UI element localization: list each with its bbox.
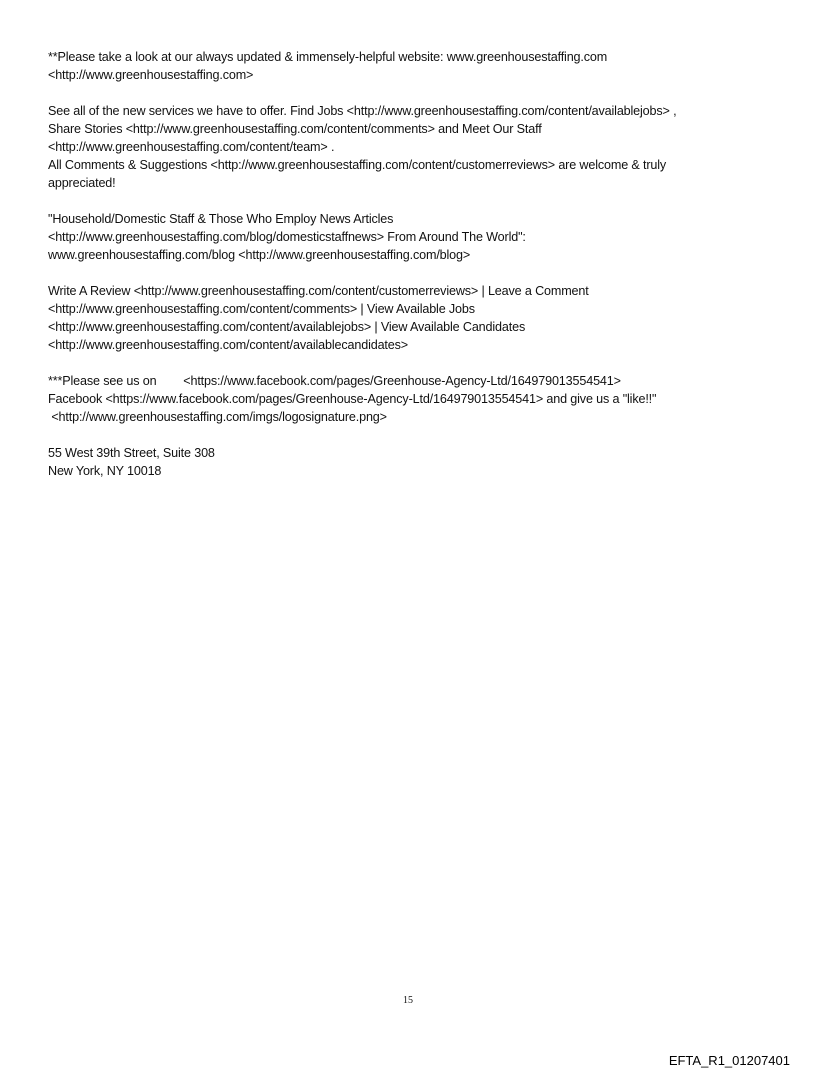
facebook-paragraph	[48, 372, 778, 426]
address-block	[48, 444, 778, 480]
text-line: <http://www.greenhousestaffing.com/imgs/logosignature.png>	[48, 410, 387, 424]
text-line: www.greenhousestaffing.com/blog <http://www.greenhousestaffing.com/blog>	[48, 248, 471, 262]
text-line: Share Stories <http://www.greenhousestaffing.com/content/comments> and Meet Our Staff	[48, 122, 542, 136]
text-line: See all of the new services we have to offer. Find Jobs <http://www.greenhousestaffing.com/content/availablejobs> ,	[48, 104, 677, 118]
email-signature-body	[48, 48, 778, 498]
news-articles-paragraph	[48, 210, 778, 264]
text-line: <http://www.greenhousestaffing.com/content/team> .	[48, 140, 335, 154]
text-line: Facebook <https://www.facebook.com/pages/Greenhouse-Agency-Ltd/164979013554541> and give us a "like!!"	[48, 392, 657, 406]
text-line: <http://www.greenhousestaffing.com>	[48, 68, 254, 82]
text-line: <http://www.greenhousestaffing.com/blog/domesticstaffnews> From Around The World":	[48, 230, 526, 244]
services-paragraph	[48, 102, 778, 192]
text-line: "Household/Domestic Staff & Those Who Employ News Articles	[48, 212, 394, 226]
text-line: <http://www.greenhousestaffing.com/content/availablecandidates>	[48, 338, 408, 352]
text-line: **Please take a look at our always updated & immensely-helpful website: www.greenhousestaffing.com	[48, 50, 608, 64]
website-paragraph	[48, 48, 778, 84]
text-line: Write A Review <http://www.greenhousestaffing.com/content/customerreviews> | Leave a Comment	[48, 284, 589, 298]
text-line: <http://www.greenhousestaffing.com/content/availablejobs> | View Available Candidates	[48, 320, 526, 334]
text-line: <http://www.greenhousestaffing.com/content/comments> | View Available Jobs	[48, 302, 475, 316]
address-line: 55 West 39th Street, Suite 308	[48, 446, 215, 460]
page-number: 15	[403, 995, 413, 1006]
bates-number: EFTA_R1_01207401	[668, 1053, 790, 1068]
text-line: appreciated!	[48, 176, 116, 190]
address-line: New York, NY 10018	[48, 464, 162, 478]
links-paragraph	[48, 282, 778, 354]
text-line: All Comments & Suggestions <http://www.greenhousestaffing.com/content/customerreviews> are welcome & truly	[48, 158, 667, 172]
text-line: ***Please see us on <https://www.facebook.com/pages/Greenhouse-Agency-Ltd/164979013554541>	[48, 374, 621, 388]
